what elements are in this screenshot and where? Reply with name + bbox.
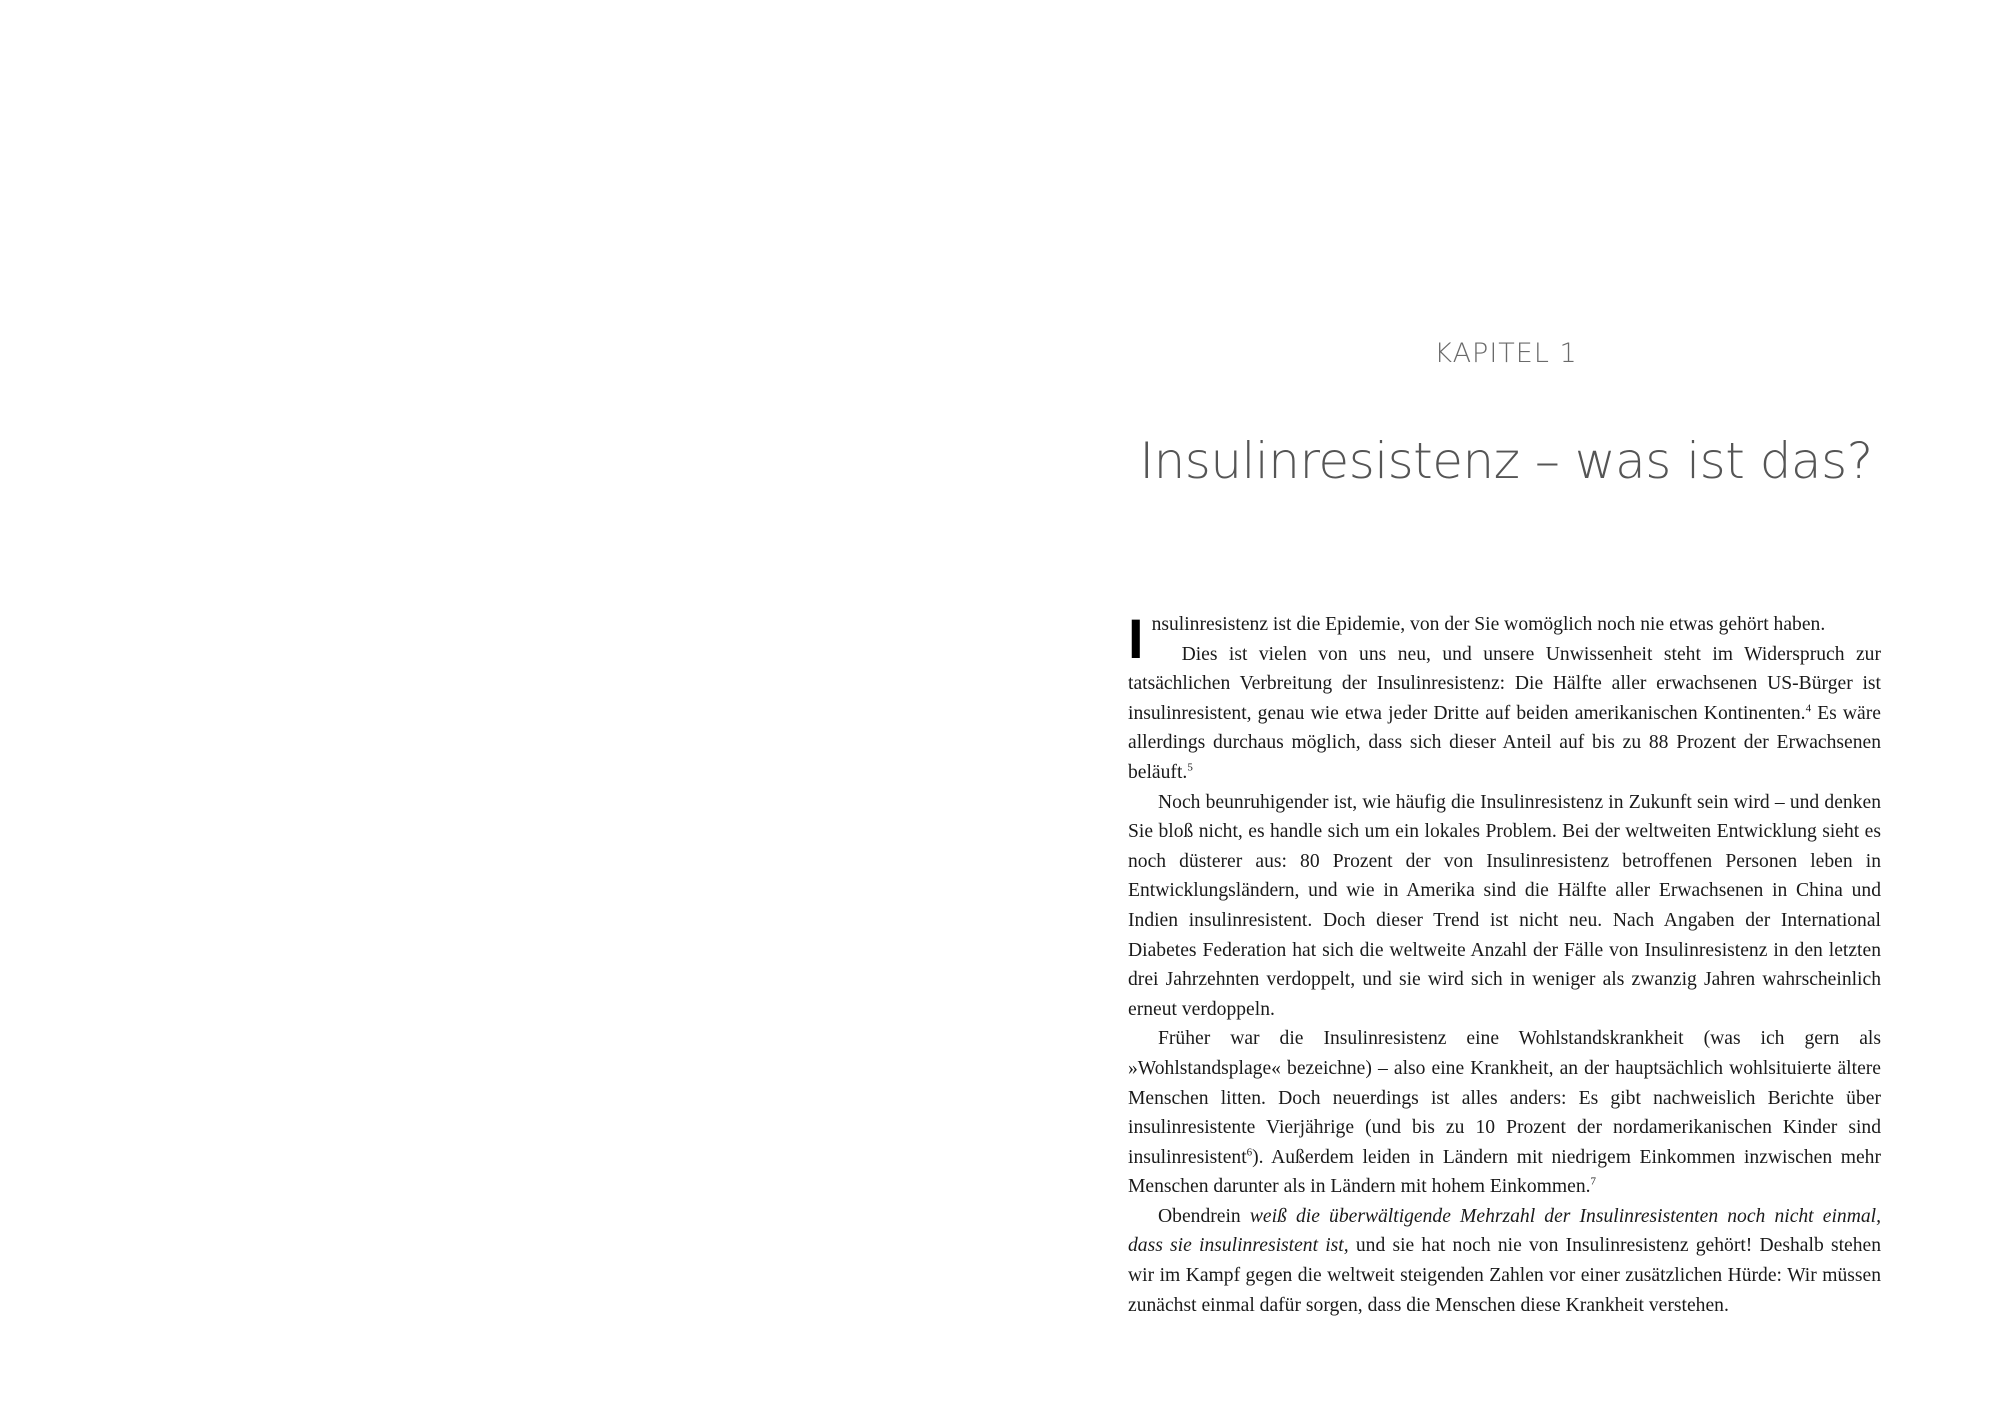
paragraph-5-text-b: und sie hat noch nie von Insulinresistenz gehört! Deshalb stehen wir im Kampf gegen die weltweit steigenden Zahlen vor einer zusätzlichen Hürde: Wir müssen zunächst einmal dafür sorgen, dass die Menschen diese Krankheit verstehen.	[1128, 1235, 1881, 1316]
paragraph-5-emphasis: weiß die überwältigende Mehrzahl der Insulinresistenten noch nicht einmal, dass sie insulinresistent ist,	[1128, 1205, 1881, 1257]
paragraph-5-text-a: Obendrein	[1158, 1205, 1250, 1227]
paragraph-2-text-a: Dies ist vielen von uns neu, und unsere Unwissenheit steht im Widerspruch zur tatsächlichen Verbreitung der Insulinresistenz: Die Hälfte aller erwachsenen US-Bürger ist insulinresistent, genau wie etwa jeder Dritte auf beiden amerikanischen Kontinenten.	[1128, 643, 1881, 724]
right-page	[1004, 0, 2008, 1417]
paragraph-1-text: nsulinresistenz ist die Epidemie, von der Sie womöglich noch nie etwas gehört haben.	[1151, 614, 1826, 635]
paragraph-2-text-b: Es wäre allerdings durchaus möglich, dass sich dieser Anteil auf bis zu 88 Prozent der Erwachsenen beläuft.	[1128, 702, 1881, 783]
drop-initial: I	[1128, 607, 1144, 670]
chapter-body	[1128, 607, 1881, 1320]
paragraph-5	[1128, 1202, 1881, 1320]
paragraph-1	[1128, 607, 1881, 670]
paragraph-3-text: Noch beunruhigender ist, wie häufig die Insulinresistenz in Zukunft sein wird – und denken Sie bloß nicht, es handle sich um ein lokales Problem. Bei der weltweiten Entwicklung sieht es noch düsterer aus: 80 Prozent der von Insulinresistenz betroffenen Personen leben in Entwicklungsländern, und wie in Amerika sind die Hälfte aller Erwachsenen in China und Indien insulinresistent. Doch dieser Trend ist nicht neu. Nach Angaben der International Diabetes Federation hat sich die weltweite Anzahl der Fälle von Insulinresistenz in den letzten drei Jahrzehnten verdoppelt, und sie wird sich in weniger als zwanzig Jahren wahrscheinlich erneut verdoppeln.	[1128, 791, 1881, 1020]
footnote-ref-7: 7	[1590, 1175, 1597, 1188]
paragraph-4-text-b: ). Außerdem leiden in Ländern mit niedrigem Einkommen inzwischen mehr Menschen darunter als in Ländern mit hohem Einkommen.	[1128, 1146, 1881, 1198]
chapter-title: Insulinresistenz – was ist das?	[1139, 432, 1873, 490]
paragraph-4-text-a: Früher war die Insulinresistenz eine Wohlstandskrankheit (was ich gern als »Wohlstandsplage« bezeichne) – also eine Krankheit, an der hauptsächlich wohlsituierte ältere Menschen litten. Doch neuerdings ist alles anders: Es gibt nachweislich Berichte über insulinresistente Vierjährige (und bis zu 10 Prozent der nordamerikanischen Kinder sind insulinresistent	[1128, 1028, 1881, 1168]
paragraph-4	[1128, 1024, 1881, 1202]
paragraph-2	[1128, 640, 1881, 788]
footnote-ref-6: 6	[1246, 1146, 1253, 1159]
chapter-label: KAPITEL 1	[1434, 338, 1578, 369]
paragraph-3	[1128, 788, 1881, 1025]
footnote-ref-5: 5	[1187, 761, 1193, 774]
footnote-ref-4: 4	[1805, 702, 1812, 715]
